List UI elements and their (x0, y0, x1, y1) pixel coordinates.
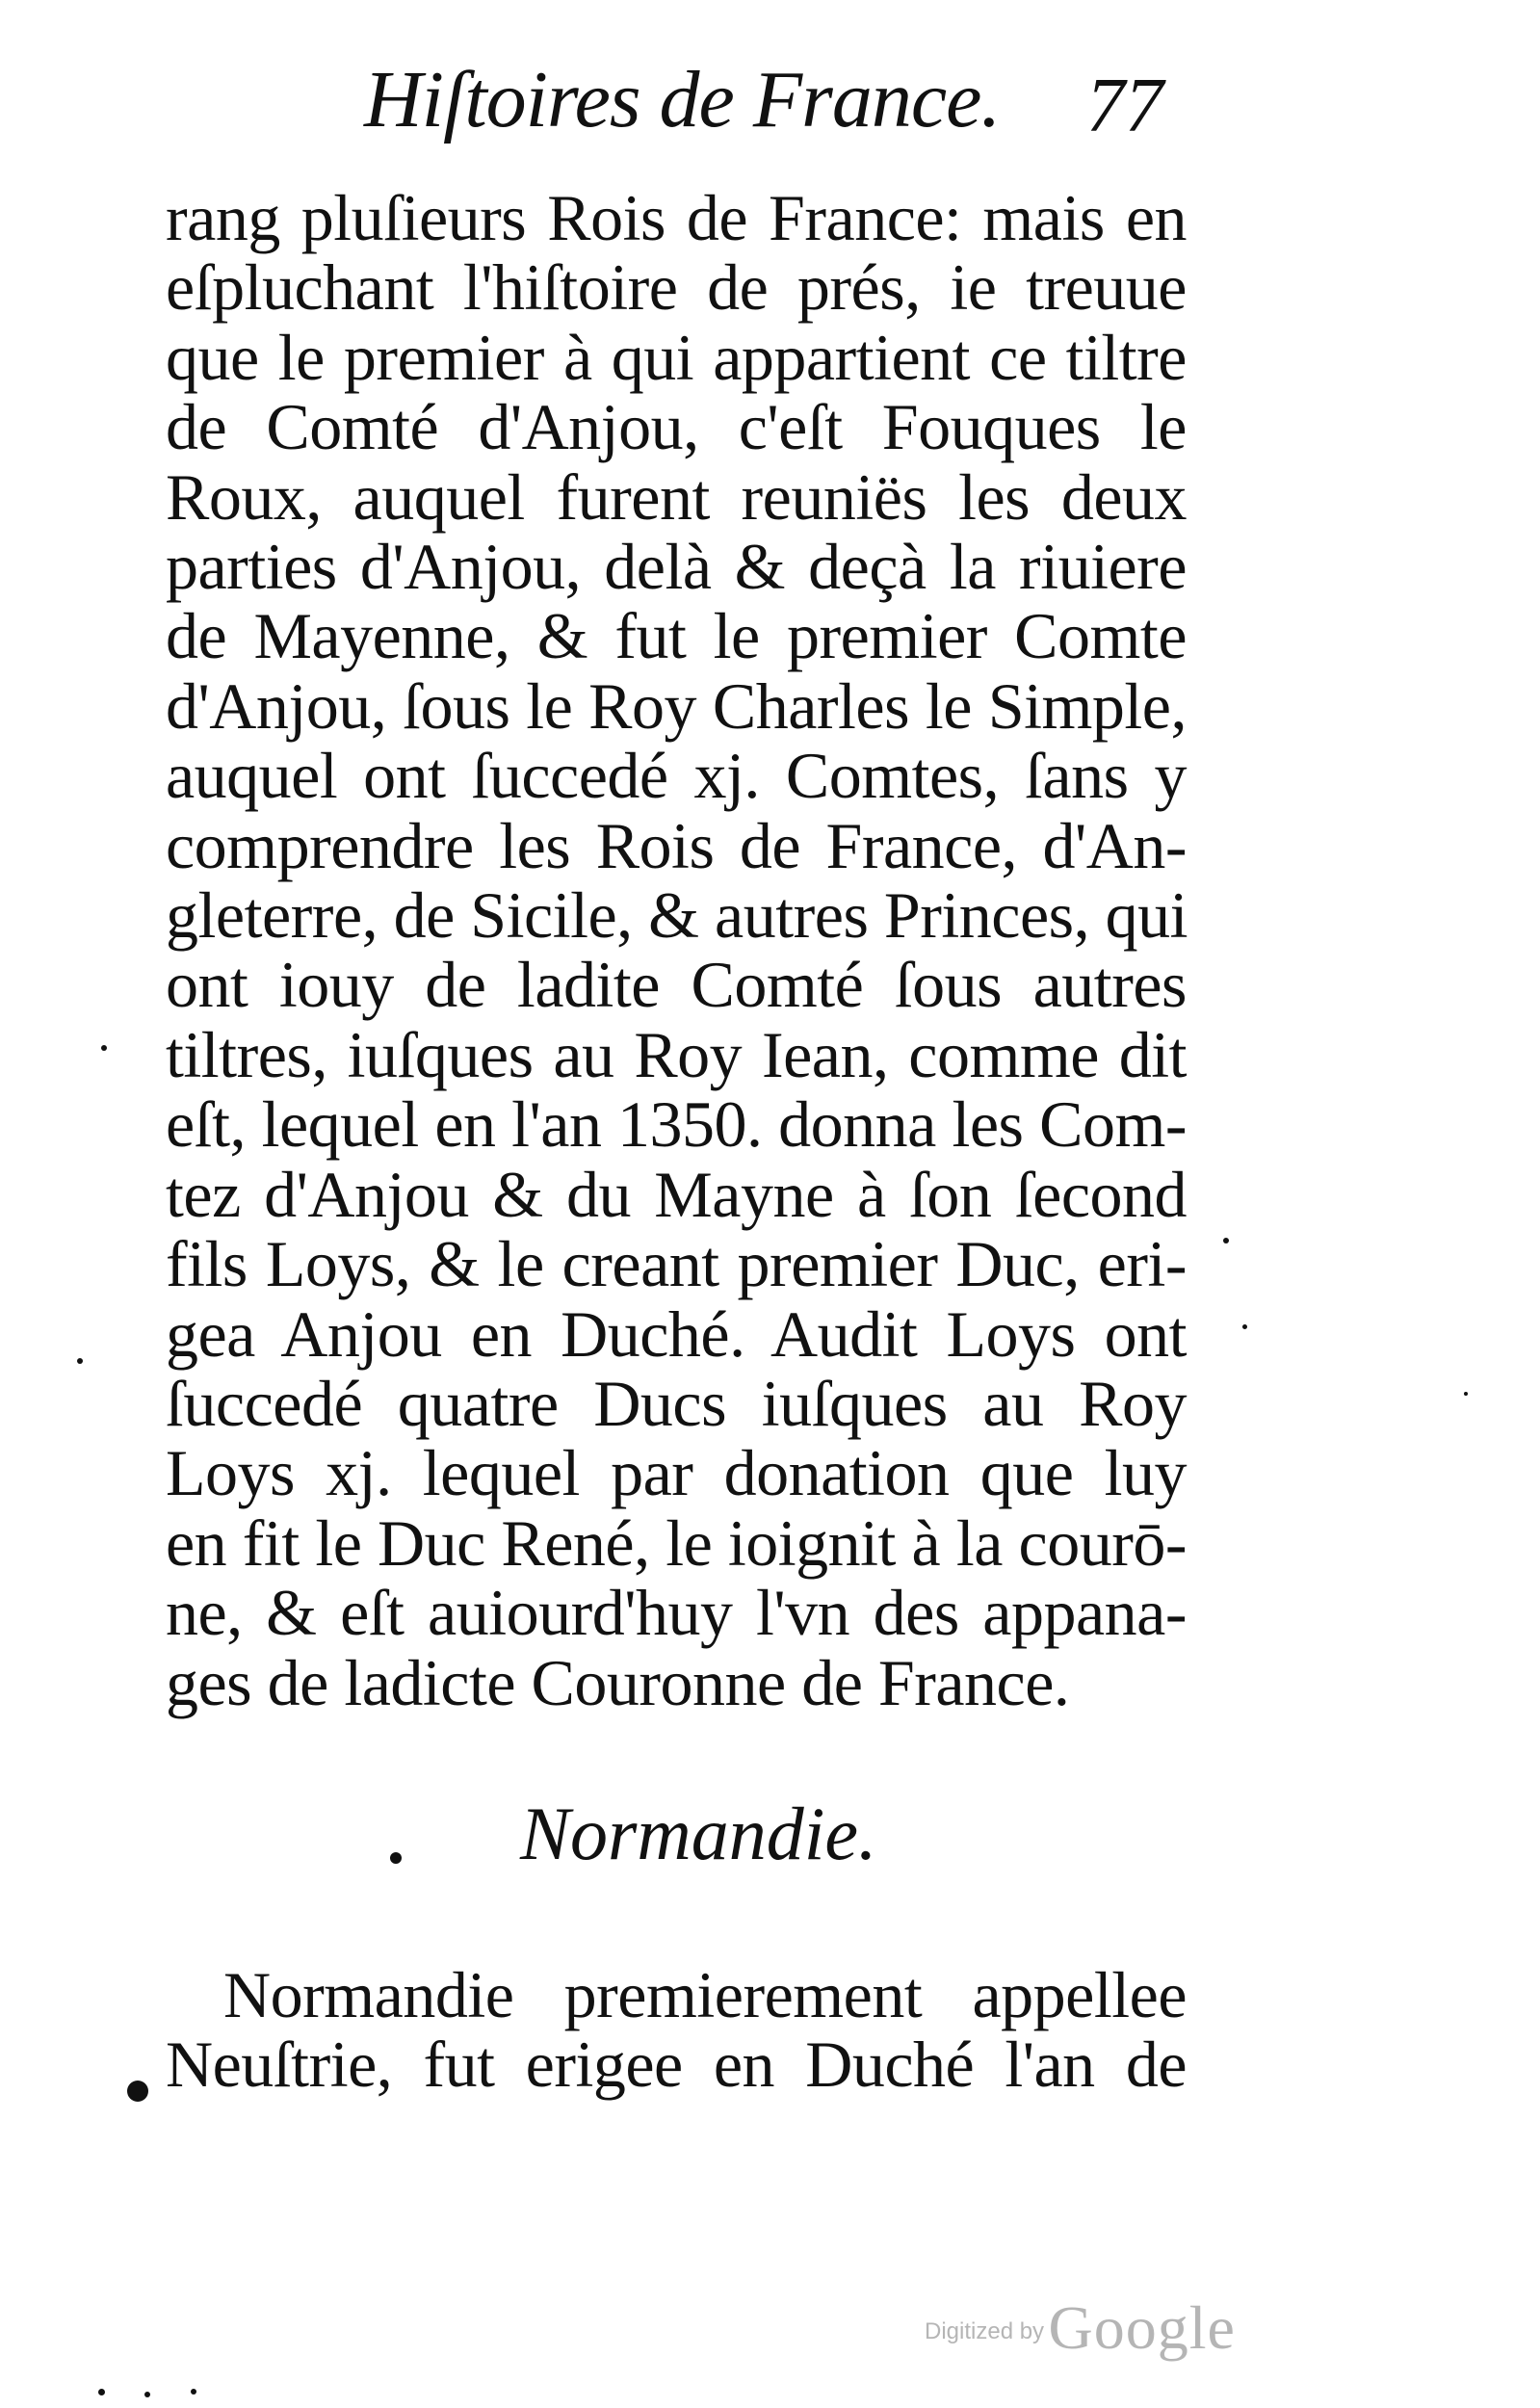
running-title: Hiſtoires de France. (364, 55, 1001, 144)
text-line: Neuſtrie, fut erigee en Duché l'an de (166, 2028, 1187, 2102)
paragraph-normandie (166, 1960, 1187, 2100)
ink-speck (77, 1358, 83, 1364)
text-line: parties d'Anjou, delà & deçà la riuiere (166, 530, 1187, 604)
text-line: en fit le Duc René, le ioignit à la courō- (166, 1505, 1187, 1580)
text-line: Normandie premierement appellee (223, 1958, 1187, 2031)
section-heading: Normandie. (520, 1792, 877, 1875)
text-line: eſpluchant l'hiſtoire de prés, ie treuue (166, 250, 1187, 325)
text-line: tez d'Anjou & du Mayne à ſon ſecond (166, 1157, 1187, 1231)
text-line: que le premier à qui appartient ce tiltre (166, 320, 1187, 394)
text-line: gea Anjou en Duché. Audit Loys ont (166, 1296, 1187, 1371)
text-line: Loys xj. lequel par donation que luy (166, 1436, 1187, 1510)
ink-speck (390, 1852, 402, 1864)
ink-speck (1223, 1238, 1229, 1243)
text-line: eſt, lequel en l'an 1350. donna les Com- (166, 1087, 1187, 1162)
text-line: gleterre, de Sicile, & autres Princes, qui (166, 878, 1188, 953)
watermark-brand: Google (1048, 2293, 1236, 2362)
ink-speck (1242, 1324, 1247, 1329)
text-line: de Comté d'Anjou, c'eſt Fouques le (166, 390, 1187, 464)
page-number: 77 (1086, 64, 1163, 148)
ink-speck (144, 2392, 150, 2397)
paragraph-anjou (166, 183, 1187, 1717)
text-line: tiltres, iuſques au Roy Iean, comme dit (166, 1017, 1187, 1091)
ink-speck (101, 1045, 107, 1051)
ink-speck (98, 2389, 105, 2395)
watermark-prefix: Digitized by (925, 2318, 1045, 2344)
text-line: ges de ladicte Couronne de France. (166, 1645, 1070, 1719)
text-line: d'Anjou, ſous le Roy Charles le Simple, (166, 668, 1187, 743)
text-line: fils Loys, & le creant premier Duc, eri- (166, 1227, 1187, 1301)
ink-speck (1464, 1392, 1468, 1396)
text-line: ſuccedé quatre Ducs iuſques au Roy (166, 1366, 1187, 1440)
text-line: comprendre les Rois de France, d'An- (166, 808, 1187, 882)
text-line: de Mayenne, & fut le premier Comte (166, 599, 1187, 673)
text-line: auquel ont ſuccedé xj. Comtes, ſans y (166, 739, 1187, 813)
text-line: ont iouy de ladite Comté ſous autres (166, 948, 1187, 1022)
text-line: ne, & eſt auiourd'huy l'vn des appana- (166, 1576, 1187, 1650)
ink-speck (127, 2081, 148, 2102)
text-line: rang pluſieurs Rois de France: mais en (166, 181, 1187, 254)
text-line: Roux, auquel furent reuniës les deux (166, 459, 1187, 534)
ink-speck (191, 2389, 196, 2395)
digitized-watermark (925, 2292, 1236, 2364)
